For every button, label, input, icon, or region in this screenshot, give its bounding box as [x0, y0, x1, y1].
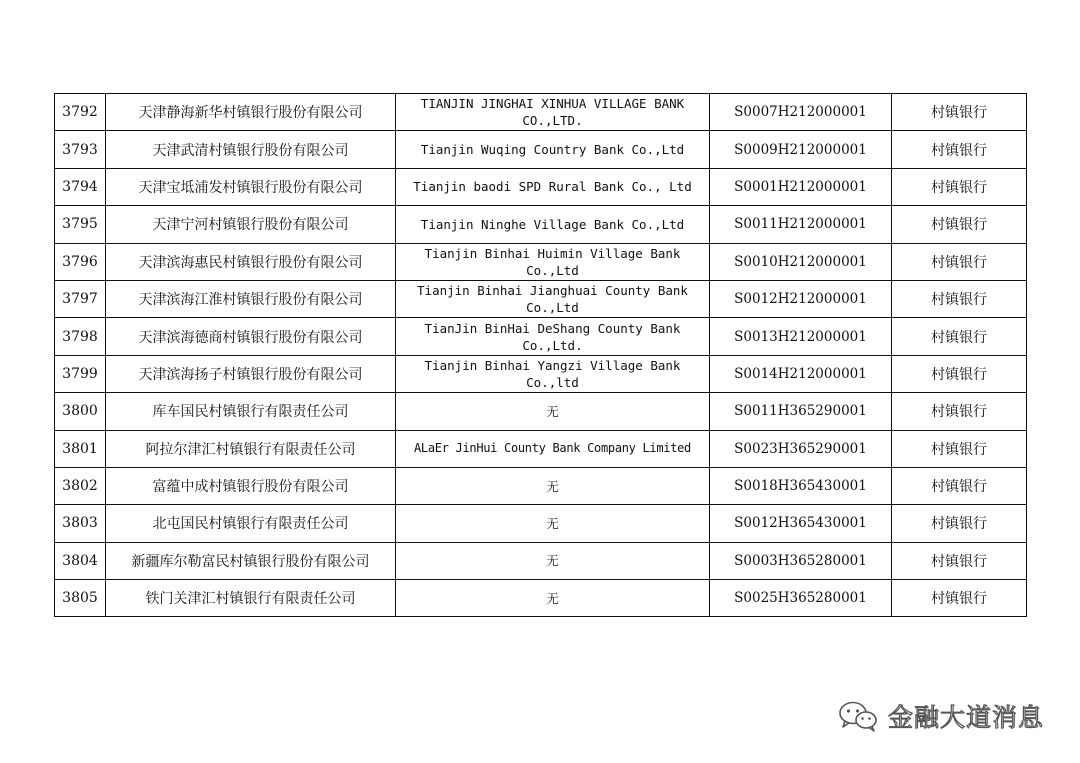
- institution-type: 村镇银行: [892, 243, 1027, 280]
- institution-code: S0011H365290001: [710, 393, 892, 430]
- table-row: [55, 542, 1027, 579]
- row-number: 3792: [55, 94, 106, 131]
- institution-code: S0023H365290001: [710, 430, 892, 467]
- watermark-text: 金融大道消息: [887, 703, 1044, 732]
- institution-type: 村镇银行: [892, 131, 1027, 168]
- bank-name-en: 无: [396, 393, 710, 430]
- institution-code: S0001H212000001: [710, 168, 892, 205]
- row-number: 3802: [55, 467, 106, 504]
- bank-name-cn: 铁门关津汇村镇银行有限责任公司: [106, 580, 396, 617]
- wechat-icon: [836, 698, 880, 734]
- table-row: [55, 94, 1027, 131]
- bank-name-cn: 富蕴中成村镇银行股份有限公司: [106, 467, 396, 504]
- table-row: [55, 206, 1027, 243]
- institution-code: S0014H212000001: [710, 355, 892, 392]
- bank-name-en: Tianjin Wuqing Country Bank Co.,Ltd: [396, 131, 710, 168]
- bank-name-cn: 天津宝坻浦发村镇银行股份有限公司: [106, 168, 396, 205]
- table-row: [55, 280, 1027, 317]
- bank-name-cn: 天津滨海惠民村镇银行股份有限公司: [106, 243, 396, 280]
- institution-type: 村镇银行: [892, 206, 1027, 243]
- row-number: 3803: [55, 505, 106, 542]
- institution-code: S0009H212000001: [710, 131, 892, 168]
- bank-name-en: Tianjin Binhai Jianghuai County Bank Co.,Ltd: [396, 280, 710, 317]
- table-row: [55, 318, 1027, 355]
- bank-name-cn: 新疆库尔勒富民村镇银行股份有限公司: [106, 542, 396, 579]
- institution-code: S0011H212000001: [710, 206, 892, 243]
- table-row: [55, 243, 1027, 280]
- bank-name-en: TIANJIN JINGHAI XINHUA VILLAGE BANK CO.,LTD.: [396, 94, 710, 131]
- institution-code: S0012H212000001: [710, 280, 892, 317]
- row-number: 3800: [55, 393, 106, 430]
- table-row: [55, 168, 1027, 205]
- row-number: 3797: [55, 280, 106, 317]
- row-number: 3794: [55, 168, 106, 205]
- bank-name-cn: 天津滨海扬子村镇银行股份有限公司: [106, 355, 396, 392]
- institution-type: 村镇银行: [892, 94, 1027, 131]
- bank-name-cn: 天津静海新华村镇银行股份有限公司: [106, 94, 396, 131]
- institution-code: S0003H365280001: [710, 542, 892, 579]
- bank-name-en: TianJin BinHai DeShang County Bank Co.,Ltd.: [396, 318, 710, 355]
- row-number: 3805: [55, 580, 106, 617]
- row-number: 3801: [55, 430, 106, 467]
- bank-name-en: 无: [396, 505, 710, 542]
- row-number: 3804: [55, 542, 106, 579]
- bank-name-cn: 天津武清村镇银行股份有限公司: [106, 131, 396, 168]
- row-number: 3795: [55, 206, 106, 243]
- institution-type: 村镇银行: [892, 505, 1027, 542]
- table-row: [55, 580, 1027, 617]
- institution-type: 村镇银行: [892, 318, 1027, 355]
- bank-name-cn: 天津滨海江淮村镇银行股份有限公司: [106, 280, 396, 317]
- institution-code: S0025H365280001: [710, 580, 892, 617]
- table-row: [55, 131, 1027, 168]
- institution-type: 村镇银行: [892, 355, 1027, 392]
- bank-name-en: Tianjin baodi SPD Rural Bank Co., Ltd: [396, 168, 710, 205]
- row-number: 3798: [55, 318, 106, 355]
- institution-code: S0010H212000001: [710, 243, 892, 280]
- bank-name-cn: 天津宁河村镇银行股份有限公司: [106, 206, 396, 243]
- table-row: [55, 393, 1027, 430]
- institution-type: 村镇银行: [892, 430, 1027, 467]
- bank-name-en: 无: [396, 467, 710, 504]
- bank-name-cn: 北屯国民村镇银行有限责任公司: [106, 505, 396, 542]
- bank-name-en: Tianjin Binhai Huimin Village Bank Co.,Ltd: [396, 243, 710, 280]
- institution-code: S0013H212000001: [710, 318, 892, 355]
- institution-type: 村镇银行: [892, 280, 1027, 317]
- bank-name-en: ALaEr JinHui County Bank Company Limited: [396, 430, 710, 467]
- bank-registry-table: [54, 93, 1027, 617]
- bank-name-en: Tianjin Binhai Yangzi Village Bank Co.,ltd: [396, 355, 710, 392]
- table-row: [55, 355, 1027, 392]
- bank-name-en: 无: [396, 580, 710, 617]
- row-number: 3793: [55, 131, 106, 168]
- institution-type: 村镇银行: [892, 542, 1027, 579]
- row-number: 3799: [55, 355, 106, 392]
- wechat-watermark: [836, 694, 1044, 738]
- bank-name-cn: 库车国民村镇银行有限责任公司: [106, 393, 396, 430]
- bank-name-en: 无: [396, 542, 710, 579]
- institution-code: S0018H365430001: [710, 467, 892, 504]
- institution-type: 村镇银行: [892, 393, 1027, 430]
- institution-code: S0012H365430001: [710, 505, 892, 542]
- table-row: [55, 505, 1027, 542]
- table-body: [55, 94, 1027, 617]
- bank-name-en: Tianjin Ninghe Village Bank Co.,Ltd: [396, 206, 710, 243]
- table-row: [55, 430, 1027, 467]
- institution-type: 村镇银行: [892, 467, 1027, 504]
- bank-name-cn: 天津滨海德商村镇银行股份有限公司: [106, 318, 396, 355]
- institution-code: S0007H212000001: [710, 94, 892, 131]
- table-row: [55, 467, 1027, 504]
- bank-name-cn: 阿拉尔津汇村镇银行有限责任公司: [106, 430, 396, 467]
- row-number: 3796: [55, 243, 106, 280]
- institution-type: 村镇银行: [892, 168, 1027, 205]
- institution-type: 村镇银行: [892, 580, 1027, 617]
